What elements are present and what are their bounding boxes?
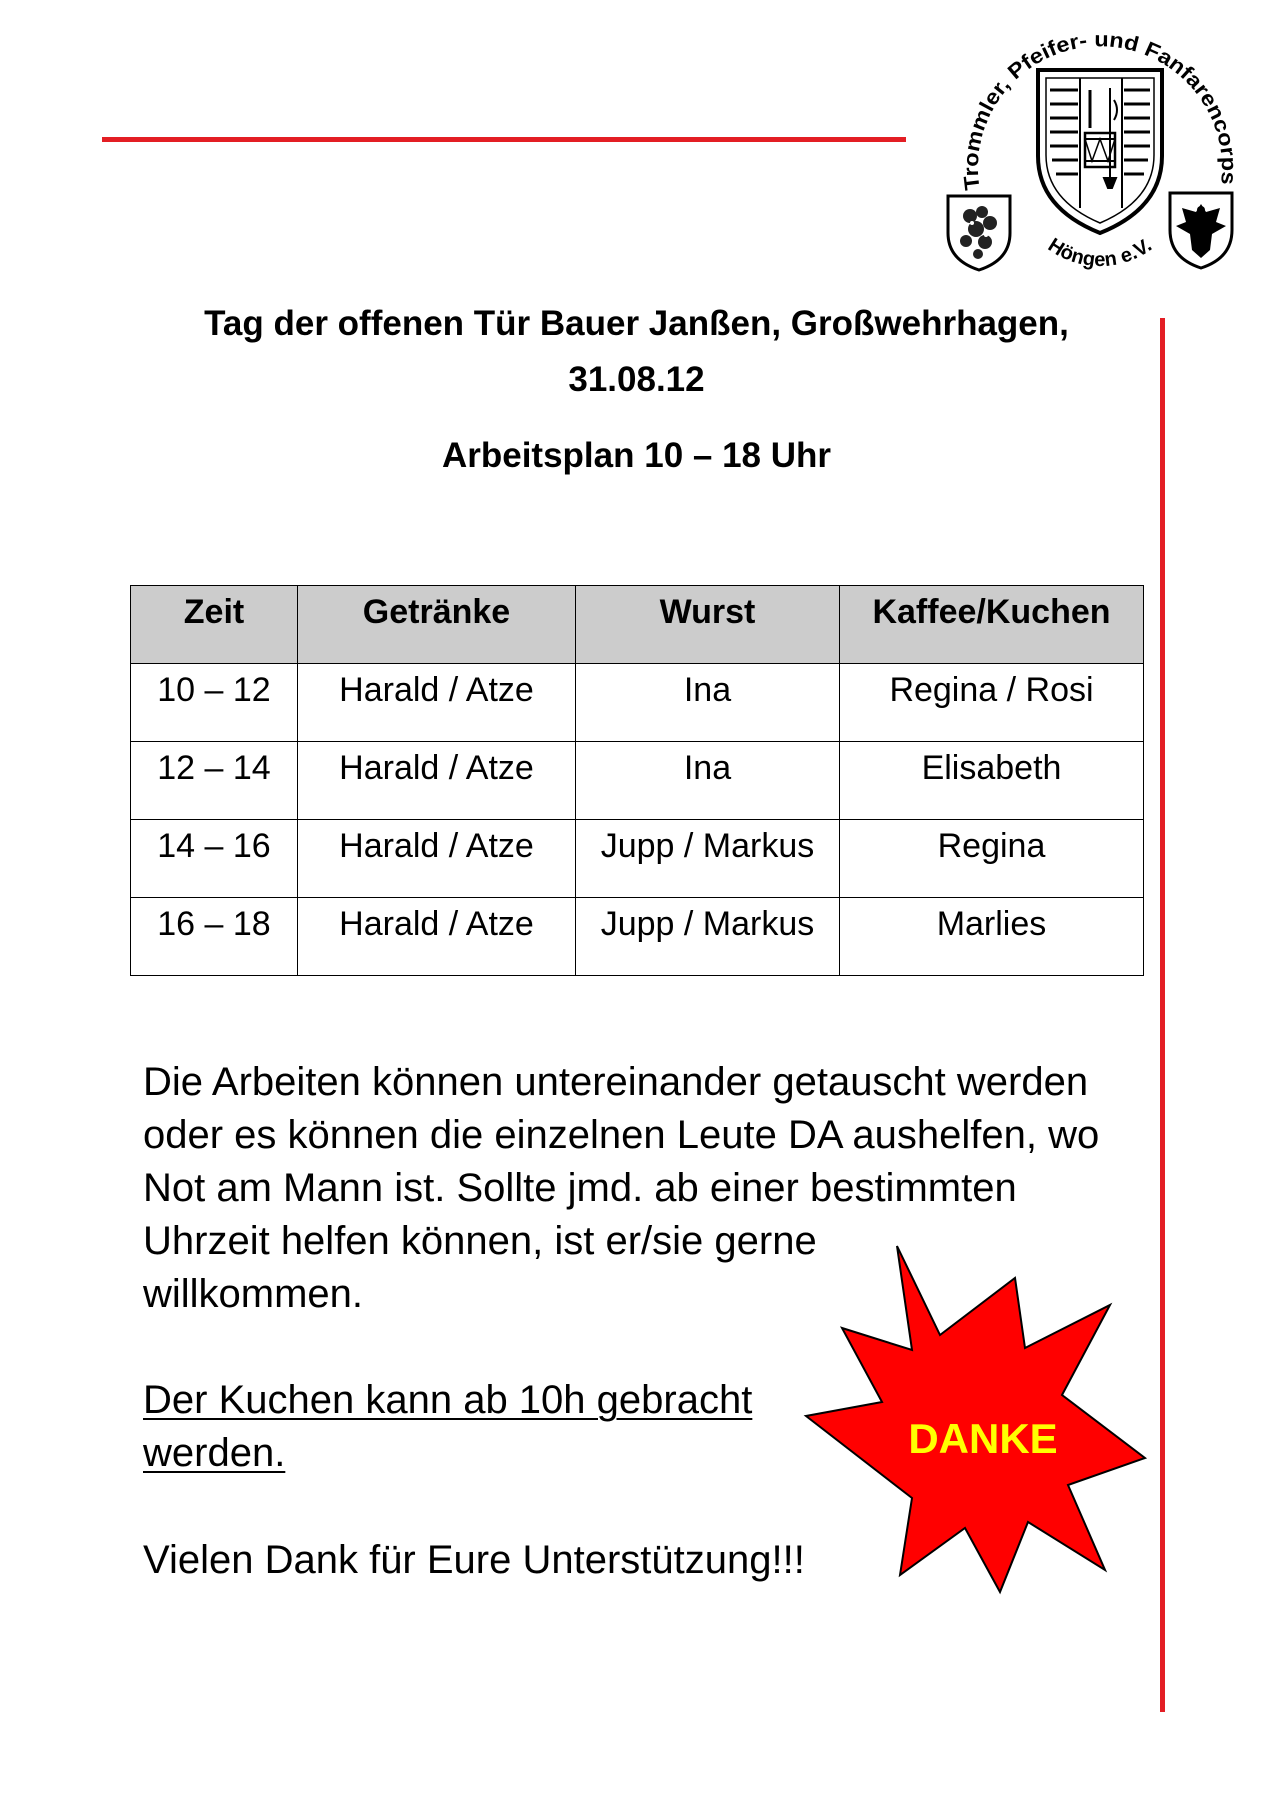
title-line: Tag der offenen Tür Bauer Janßen, Großwehrhagen,	[204, 304, 1069, 343]
cake-note-text: Der Kuchen kann ab 10h gebracht	[143, 1378, 753, 1422]
work-schedule-table	[130, 585, 1144, 976]
info-line: oder es können die einzelnen Leute DA aushelfen, wo	[143, 1113, 1100, 1157]
coffee-cake-cell: Marlies	[840, 898, 1144, 976]
page-title	[0, 296, 1273, 408]
info-line: Uhrzeit helfen können, ist er/sie gerne	[143, 1219, 817, 1263]
table-row	[131, 820, 1144, 898]
sausage-cell: Ina	[576, 664, 840, 742]
thanks-line: Vielen Dank für Eure Unterstützung!!!	[143, 1538, 805, 1582]
cake-note	[143, 1374, 752, 1480]
time-cell: 16 – 18	[131, 898, 298, 976]
cake-note-text: werden.	[143, 1431, 286, 1475]
logo-bottom-textpath: Höngen e.V.	[1044, 234, 1156, 272]
red-vertical-rule	[1160, 318, 1165, 1712]
table-row	[131, 898, 1144, 976]
time-cell: 14 – 16	[131, 820, 298, 898]
danke-starburst-badge	[800, 1240, 1150, 1596]
page-subtitle: Arbeitsplan 10 – 18 Uhr	[441, 436, 832, 475]
table-header-row	[131, 586, 1144, 664]
coffee-cake-cell: Regina	[840, 820, 1144, 898]
drinks-cell: Harald / Atze	[298, 820, 576, 898]
sausage-cell: Jupp / Markus	[576, 820, 840, 898]
info-line: Die Arbeiten können untereinander getauscht werden	[143, 1060, 1089, 1104]
coffee-cake-cell: Elisabeth	[840, 742, 1144, 820]
time-cell: 10 – 12	[131, 664, 298, 742]
table-row	[131, 742, 1144, 820]
logo-arc-textpath: Trommler, Pfeifer- und Fanfarencorps	[959, 28, 1240, 192]
logo-bottom-text	[1044, 234, 1156, 271]
club-logo	[940, 28, 1240, 280]
drinks-cell: Harald / Atze	[298, 742, 576, 820]
column-header-drinks: Getränke	[298, 586, 576, 664]
time-cell: 12 – 14	[131, 742, 298, 820]
table-row	[131, 664, 1144, 742]
column-header-sausage: Wurst	[576, 586, 840, 664]
danke-label: DANKE	[908, 1415, 1058, 1462]
cake-note-line	[143, 1427, 752, 1480]
info-line: Not am Mann ist. Sollte jmd. ab einer bestimmten	[143, 1166, 1017, 1210]
column-header-time: Zeit	[131, 586, 298, 664]
info-line: willkommen.	[143, 1272, 364, 1316]
drinks-cell: Harald / Atze	[298, 898, 576, 976]
left-lion-shield-icon	[948, 196, 1010, 270]
sausage-cell: Ina	[576, 742, 840, 820]
coffee-cake-cell: Regina / Rosi	[840, 664, 1144, 742]
column-header-coffee-cake: Kaffee/Kuchen	[840, 586, 1144, 664]
central-shield-icon	[1038, 70, 1162, 233]
right-eagle-shield-icon	[1170, 193, 1232, 268]
sausage-cell: Jupp / Markus	[576, 898, 840, 976]
drinks-cell: Harald / Atze	[298, 664, 576, 742]
cake-note-line	[143, 1374, 752, 1427]
title-date: 31.08.12	[568, 360, 705, 399]
red-horizontal-rule	[102, 137, 906, 142]
